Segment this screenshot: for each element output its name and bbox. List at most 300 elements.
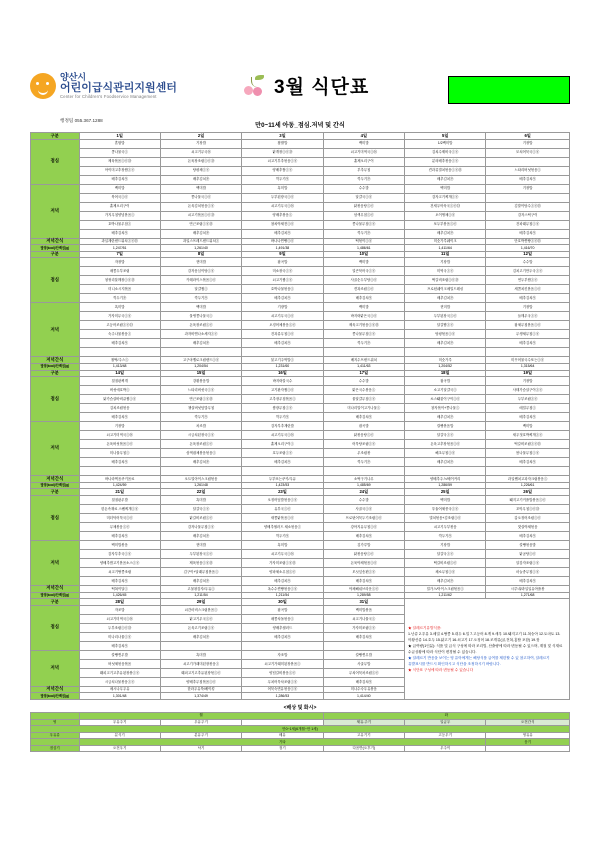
menu-cell: 기장밥 <box>160 139 241 148</box>
menu-cell: 배추김치⑨ <box>486 413 570 422</box>
col-header-gubun: 구분 <box>31 370 80 377</box>
menu-cell: 감자고기찌개⑤⑥ <box>405 193 486 202</box>
note-line-0: ★ 알레르기유발식품: <box>408 626 442 631</box>
menu-cell: 현미밥 <box>160 540 241 549</box>
snack-cell: 밀가스/아이스크림볶음⑤ <box>405 585 486 592</box>
menu-cell: 백미밥 <box>323 258 404 267</box>
menu-cell: 고추장무침볶음⑤ <box>242 395 323 404</box>
menu-cell: 맑은국수볶음⑤ <box>323 386 404 395</box>
menu-cell: 모싯잎송편⑤⑥ <box>323 567 404 576</box>
logo-line2: 어린이급식관리지원센터 <box>60 82 177 94</box>
menu-cell <box>79 467 160 476</box>
menu-cell: 미소장국⑤⑥ <box>242 267 323 276</box>
menu-cell: 깍두기⑨ <box>242 413 323 422</box>
row-label-snack: 저녁간식 <box>31 686 80 693</box>
green-highlight-box <box>448 76 570 104</box>
menu-cell: 현미밥 <box>160 258 241 267</box>
menu-cell: 북어국⑤⑥ <box>79 193 160 202</box>
energy-cell: 1,424/59 <box>79 482 160 489</box>
menu-cell <box>323 641 404 650</box>
day-cell: 12일 <box>486 251 570 258</box>
snack-cell: 떡볶이⑤⑥ <box>323 238 404 245</box>
menu-cell: 기장밥 <box>405 540 486 549</box>
menu-cell: 포두부볶음⑤⑥ <box>405 220 486 229</box>
menu-cell: 부추무침 <box>323 166 404 175</box>
menu-cell: 배추김치⑨ <box>486 175 570 184</box>
menu-cell: 꼬막무침⑤⑥⑬ <box>486 504 570 513</box>
day-cell: 22일 <box>160 489 241 496</box>
menu-cell: 깍두기⑨ <box>160 294 241 303</box>
menu-cell: 숙주나물볶음⑤ <box>79 330 160 339</box>
menu-cell: 배추김치⑨ <box>323 294 404 303</box>
menu-cell: 자장밥 <box>79 258 160 267</box>
menu-cell: 미더덕어묵국⑤⑥ <box>79 513 160 522</box>
bt-subhead-right: 음기 <box>486 739 570 746</box>
menu-cell: 프로틴어묵두기조림⑤⑥ <box>323 513 404 522</box>
menu-cell: 현미밥 <box>405 303 486 312</box>
energy-cell: 1,211/62 <box>405 592 486 599</box>
menu-cell: 고등어조림⑤⑥⑬ <box>79 321 160 330</box>
menu-cell: 달걀찜⑤ <box>160 285 241 294</box>
day-cell: 31일 <box>323 599 404 606</box>
menu-cell: 삼색잡채볶음볶음⑤ <box>160 449 241 458</box>
menu-cell: 혼합밥 <box>79 139 160 148</box>
menu-cell: 과자비엔나소세지⑤⑥ <box>160 330 241 339</box>
menu-cell: 배추김치⑨ <box>323 677 404 686</box>
day-cell: 24일 <box>323 489 404 496</box>
note-line-2: ★ 급여량(1인분): 식품 및 급식 구성에 따라 조리법, 산출량에 따라 변동될 수 있으며, 계절 및 식재료 수급상황에 따라 식단이 변경될 수 있습니다. <box>408 644 563 655</box>
bt-row-label-milk: 우유류 <box>31 732 80 739</box>
menu-cell: 연근조림⑤⑥⑬ <box>160 220 241 229</box>
bt-cell: 분식기 <box>79 732 160 739</box>
menu-cell: 떡갈비조림⑤⑥ <box>405 558 486 567</box>
menu-cell: 쇠간마비스크림볶음⑤ <box>160 605 241 614</box>
menu-cell: 1/2백미밥 <box>405 139 486 148</box>
menu-cell <box>486 467 570 476</box>
menu-cell: 닭가슴살바비큐찜⑤⑥ <box>79 395 160 404</box>
menu-cell: 기장밥 <box>486 377 570 386</box>
menu-cell: 배추김치⑨ <box>405 458 486 467</box>
energy-cell: 1,426/45 <box>79 592 160 599</box>
day-cell: 21일 <box>79 489 160 496</box>
menu-cell: 흑미밥 <box>160 650 241 659</box>
day-cell: 23일 <box>242 489 323 496</box>
menu-cell: 백미밥 <box>79 184 160 193</box>
energy-cell: 1,411/64 <box>405 245 486 252</box>
menu-cell: 김치조림볶음 <box>79 404 160 413</box>
bt-cell: 영유유 <box>486 732 570 739</box>
menu-cell: 깍두기⑨ <box>405 531 486 540</box>
menu-cell: 양배추쌈⑤⑥ <box>242 166 323 175</box>
snack-cell: 과일쨈치고과자크림볶음⑤ <box>486 476 570 483</box>
menu-cell: 연근조림⑤⑥⑬ <box>160 395 241 404</box>
document-header <box>30 72 570 118</box>
energy-cell: 1,485/69 <box>323 482 404 489</box>
menu-cell: 양배추샐러드 채소볶음⑤ <box>242 522 323 531</box>
day-cell: 1일 <box>79 133 160 140</box>
menu-cell: 달걀국⑤⑥ <box>405 431 486 440</box>
menu-cell: 배추김치⑨ <box>242 576 323 585</box>
menu-cell: 쇠고기미역국⑤⑯ <box>79 614 160 623</box>
menu-cell: 모치어묵국⑤⑥ <box>486 148 570 157</box>
menu-cell: 기장밥 <box>405 258 486 267</box>
menu-cell: 기장밥 <box>242 303 323 312</box>
day-cell: 18일 <box>405 370 486 377</box>
bt-head-left: 월 <box>79 712 323 719</box>
menu-cell: 가자미조림⑤⑥ <box>323 623 404 632</box>
menu-cell: 흑미밥 <box>160 495 241 504</box>
menu-cell: 물냉콩나물국⑤ <box>160 312 241 321</box>
menu-cell: 백미밥 <box>323 139 404 148</box>
energy-cell: 1,211/54 <box>160 592 241 599</box>
menu-cell: 흑미밥 <box>79 303 160 312</box>
menu-cell: 배추김치⑨ <box>160 531 241 540</box>
row-label-energy: 열량(kcal)/단백질(g) <box>31 693 80 700</box>
menu-cell: 물달걀무침⑤⑥ <box>323 395 404 404</box>
menu-cell: 멸치볶음+김조림⑤⑥ <box>405 513 486 522</box>
menu-cell: 배추김치⑨ <box>486 576 570 585</box>
menu-cell <box>160 467 241 476</box>
row-label-lunch: 점심 <box>31 139 80 184</box>
menu-cell: 어묵탕조림⑤⑥ <box>323 440 404 449</box>
snack-cell: 바나나찐빵⑤⑥ <box>242 238 323 245</box>
snack-cell: 어묵숙면유볶음⑤⑥ <box>242 686 323 693</box>
day-cell: 16일 <box>242 370 323 377</box>
menu-cell: 배추김치⑨ <box>79 413 160 422</box>
snack-cell: 불고기주먹밥⑤ <box>242 357 323 364</box>
menu-cell: 김치수제비국⑤⑥ <box>405 148 486 157</box>
menu-cell: 칠절판찌개 <box>79 377 160 386</box>
menu-cell: 호두조림⑤⑥ <box>242 449 323 458</box>
menu-cell: 프로틴쉐이크메밀드레싱 <box>405 285 486 294</box>
menu-cell: 훈제오리구이 <box>323 157 404 166</box>
smiley-face-icon <box>30 73 56 99</box>
menu-cell: 두부된장국⑤⑥ <box>242 193 323 202</box>
logo-line1: 양산시 <box>60 72 87 82</box>
menu-cell: 쇠고기무국⑤⑯ <box>242 431 323 440</box>
bt-head-right: 화 <box>323 712 569 719</box>
menu-cell: 배추김치⑨ <box>242 339 323 348</box>
menu-cell <box>160 348 241 357</box>
bt-cell: 오전간식 <box>486 719 570 726</box>
menu-cell: 쇠고기무국⑤⑯ <box>242 202 323 211</box>
menu-cell: 배추김치⑨ <box>160 576 241 585</box>
note-line-4: ★ 식단표 구성에 따라 변동될 수 있습니다 <box>408 668 474 673</box>
menu-cell: 잡곡밥 <box>405 377 486 386</box>
week-header-row <box>31 599 570 606</box>
menu-cell: 배추김치⑨ <box>486 339 570 348</box>
menu-cell: 배추김치⑨ <box>79 339 160 348</box>
menu-cell: 칼빵볶음밥 <box>486 540 570 549</box>
bt-cell: 채유.주기 <box>323 719 404 726</box>
menu-cell: 느타리버섯국⑤⑥ <box>160 386 241 395</box>
menu-cell: 뚜둘어채종국⑤⑥ <box>405 504 486 513</box>
menu-cell: 왜피고기고추유된장볶⑤⑥ <box>160 668 241 677</box>
menu-cell: 건파래무침⑤⑥ <box>486 220 570 229</box>
menu-cell: 양파채소무침⑤⑥ <box>242 567 323 576</box>
menu-cell: 잡곡밥 <box>242 605 323 614</box>
menu-cell: 돈육장조림⑤⑥ <box>160 440 241 449</box>
menu-cell: 쇠고기무국⑤⑯ <box>242 549 323 558</box>
snack-cell: 시루네/과일일유아플볶 <box>486 585 570 592</box>
menu-cell: 봄나물무침⑤⑥ <box>486 449 570 458</box>
bt-cell <box>242 719 323 726</box>
menu-cell: 배추김치⑨ <box>160 339 241 348</box>
snack-cell: 미숫가루쉐이크 <box>405 238 486 245</box>
bottom-table <box>30 712 570 753</box>
snack-cell: 한라우유쑥/베이킹 <box>160 686 241 693</box>
day-cell: 25일 <box>405 489 486 496</box>
menu-cell: 닭볶음탕⑤⑥ <box>323 549 404 558</box>
week-header-row <box>31 133 570 140</box>
menu-cell: 배추김치⑨ <box>160 632 241 641</box>
menu-cell <box>323 348 404 357</box>
menu-cell: 깍두기⑨ <box>323 339 404 348</box>
menu-cell <box>486 348 570 357</box>
menu-cell: 깍두기⑨ <box>242 175 323 184</box>
menu-cell: 참치야채전⑤⑥ <box>242 220 323 229</box>
energy-cell: 1,261/48 <box>160 482 241 489</box>
menu-cell: 챙살버섯덮밥무침 <box>160 404 241 413</box>
menu-cell: 채소무침⑤⑥ <box>405 567 486 576</box>
menu-cell: 수수밥 <box>323 495 404 504</box>
menu-cell: 느타리버섯볶음⑤ <box>486 166 570 175</box>
day-cell: 4일 <box>323 133 404 140</box>
menu-cell: 매콤차돌볶음⑤ <box>242 614 323 623</box>
menu-cell <box>405 467 486 476</box>
bt-cell: 우유주기 <box>160 719 241 726</box>
menu-cell: 무조림볶 <box>323 449 404 458</box>
menu-cell: 아이미고추장찜⑤⑥ <box>79 166 160 175</box>
logo-line3: Center for Children's Foodservice Management <box>60 94 157 99</box>
menu-cell: 배추김치⑨ <box>405 294 486 303</box>
menu-sheet <box>30 72 570 752</box>
menu-cell: 쇠고기가래미된장볶음⑤ <box>242 659 323 668</box>
row-label-energy: 열량(kcal)/단백질(g) <box>31 363 80 370</box>
menu-cell: 달걀찜⑤⑥ <box>405 321 486 330</box>
menu-cell <box>242 467 323 476</box>
day-cell: 17일 <box>323 370 404 377</box>
menu-cell: 가자미조림⑤⑥⑬ <box>242 558 323 567</box>
allergy-note-block <box>405 599 570 700</box>
menu-cell: 닭갈비조림⑤⑥ <box>160 513 241 522</box>
note-line-1: 1.난류 2.우유 3.메밀 4.땅콩 5.대두 6.밀 7.고등어 8.게 9.새우 10.돼지고기 11.복숭아 12.토마토 13.아황산류 14.호두 15.닭고기 16.쇠고기 17.오징어 18.조개류(굴,전복,홍합 포함) 19.잣 <box>408 632 561 643</box>
menu-cell: 수수밥 <box>323 377 404 386</box>
energy-cell: 1,286/53 <box>242 693 323 700</box>
center-logo <box>30 72 210 100</box>
day-cell: 30일 <box>242 599 323 606</box>
day-cell: 29일 <box>160 599 241 606</box>
menu-cell: 닭볶음탕⑤⑥ <box>323 431 404 440</box>
menu-cell: 강황볶음밥 <box>160 377 241 386</box>
menu-cell: 감자옹심이탕⑤⑥ <box>160 267 241 276</box>
menu-cell: 깍두기⑨ <box>79 294 160 303</box>
menu-cell: 사골무밥 <box>323 659 404 668</box>
menu-cell: 칼빵볶음밥 <box>405 422 486 431</box>
energy-cell: 1,423/53 <box>242 482 323 489</box>
col-header-gubun: 구분 <box>31 599 80 606</box>
menu-cell: 배추김치⑨ <box>405 339 486 348</box>
day-cell: 28일 <box>79 599 160 606</box>
menu-cell: 백미밥 <box>160 184 241 193</box>
energy-cell: 1,247/51 <box>79 245 160 252</box>
bt-cell: 고등우기 <box>405 732 486 739</box>
menu-cell: 쇠고기볶음⑤⑥⑬ <box>160 211 241 220</box>
day-cell: 15일 <box>160 370 241 377</box>
menu-cell: 건과류무침⑤⑥ <box>242 330 323 339</box>
menu-cell: 고기완자찜⑤⑥ <box>242 386 323 395</box>
menu-cell <box>405 348 486 357</box>
day-cell: 5일 <box>405 133 486 140</box>
snack-cell: 두부또는쿠키/우유 <box>242 476 323 483</box>
menu-cell: 흑미밥 <box>242 184 323 193</box>
row-label-dinner: 저녁 <box>31 303 80 357</box>
snack-cell: 양배추주스/베이커리 <box>405 476 486 483</box>
menu-cell: 배추김치⑨ <box>242 229 323 238</box>
menu-cell: 호박나물무침⑤ <box>79 220 160 229</box>
menu-cell: 쇠고기미역국⑤⑯ <box>79 431 160 440</box>
menu-cell: 배추김치⑨ <box>405 413 486 422</box>
menu-cell: 감자나물무침⑤⑥ <box>160 522 241 531</box>
menu-cell: 가자미무국⑤⑥ <box>79 312 160 321</box>
row-label-energy: 열량(kcal)/단백질(g) <box>31 482 80 489</box>
row-label-snack: 저녁간식 <box>31 585 80 592</box>
menu-cell: 양배추무침볶음⑤⑥ <box>160 677 241 686</box>
day-cell: 6일 <box>486 133 570 140</box>
row-label-snack: 저녁간식 <box>31 476 80 483</box>
menu-cell: 돈육버섯볶음⑤⑥ <box>79 440 160 449</box>
day-cell: 2일 <box>160 133 241 140</box>
menu-cell: 깍두기⑨ <box>160 413 241 422</box>
menu-cell: 콩나물국⑤⑥ <box>160 193 241 202</box>
menu-cell: 새우젓호박찌개⑤⑥ <box>486 431 570 440</box>
menu-cell: 배추김치⑨ <box>160 458 241 467</box>
bt-cell: 오전우기 <box>79 745 160 752</box>
menu-cell <box>242 641 323 650</box>
energy-cell: 1,204/52 <box>405 363 486 370</box>
bt-row-label-lunch: 점심기 <box>31 745 80 752</box>
energy-cell: 1,261/40 <box>160 245 241 252</box>
row-label-lunch: 점심 <box>31 258 80 303</box>
menu-cell: 감자부추국⑤⑥ <box>79 549 160 558</box>
menu-cell: 기장밥 <box>79 422 160 431</box>
bottom-table-title: <배상 및 화시> <box>283 704 317 711</box>
snack-cell: 고물왕감자/우유⑤ <box>160 585 241 592</box>
menu-cell: 양배추샐러드 <box>242 623 323 632</box>
menu-cell: 쌈장무침⑤⑥ <box>242 404 323 413</box>
menu-cell: 얼큰북어국⑤⑥ <box>323 267 404 276</box>
menu-table <box>30 132 570 700</box>
snack-cell: 미나수숙우유볶음 <box>323 686 404 693</box>
menu-cell: 오이생채⑤⑥ <box>405 211 486 220</box>
menu-cell: 배추김치⑨ <box>242 632 323 641</box>
menu-cell: 배추김치⑨ <box>242 458 323 467</box>
menu-cell: 자조밥 <box>79 605 160 614</box>
menu-cell: 강아지유무침⑤⑥ <box>323 522 404 531</box>
menu-cell: 닭곰탕⑤⑥ <box>486 549 570 558</box>
menu-cell: 배추김치⑨ <box>405 576 486 585</box>
menu-cell: 유부국⑤⑥ <box>242 504 323 513</box>
menu-cell: 가지무침양념볶음⑤ <box>79 211 160 220</box>
energy-row <box>31 245 570 252</box>
menu-cell: 김구이+달래무침볶음⑤ <box>160 567 241 576</box>
menu-cell: 매콤두부조림 <box>79 267 160 276</box>
day-cell: 10일 <box>323 251 404 258</box>
menu-cell: 건새우아욱국⑤⑥⑬ <box>405 202 486 211</box>
menu-cell: 해초무침⑤⑥ <box>405 449 486 458</box>
menu-cell: 바지락맑은국⑤⑥ <box>323 312 404 321</box>
menu-cell: 배추김치⑨ <box>486 294 570 303</box>
menu-cell: 달걀국⑤⑥ <box>405 549 486 558</box>
menu-cell <box>486 193 570 202</box>
col-header-gubun: 구분 <box>31 133 80 140</box>
menu-cell: 닭볶음탕⑤⑥ <box>323 202 404 211</box>
menu-cell <box>323 467 404 476</box>
menu-cell: 돈육장조림⑤⑥ <box>160 321 241 330</box>
menu-cell: 양념갈비볶음⑤⑥ <box>242 668 323 677</box>
week-header-row <box>31 251 570 258</box>
energy-cell: 1,414/40 <box>323 693 404 700</box>
menu-cell: 배추김치⑨ <box>405 175 486 184</box>
menu-cell: 깍두기⑨ <box>323 229 404 238</box>
menu-cell: 백미밥 <box>405 495 486 504</box>
bt-corner <box>31 712 80 719</box>
menu-cell: 떡갈비조림⑤⑥⑬ <box>405 276 486 285</box>
menu-cell: 돈육고추장볶음⑤⑥ <box>405 440 486 449</box>
energy-cell: 1,226/61 <box>486 482 570 489</box>
cherry-blossom-icon <box>242 75 268 97</box>
menu-cell: 견과류멸치볶음⑤⑥⑬ <box>405 166 486 175</box>
col-header-gubun: 구분 <box>31 251 80 258</box>
menu-cell: 백미밥 <box>323 303 404 312</box>
menu-cell: 기장밥 <box>486 184 570 193</box>
bt-cell: 낙기 <box>160 745 241 752</box>
menu-cell: 배추김치⑨ <box>486 531 570 540</box>
menu-cell: 무치어묵차조림⑤⑥ <box>323 668 404 677</box>
row-label-energy: 열량(kcal)/단백질(g) <box>31 245 80 252</box>
menu-cell: 배추김치⑨ <box>160 175 241 184</box>
snack-cell: 미꾸어물국수또는⑤⑥ <box>486 357 570 364</box>
row-label-energy: 열량(kcal)/단백질(g) <box>31 592 80 599</box>
menu-cell: 제육고기볶음⑤⑥⑬ <box>323 321 404 330</box>
bt-subhead: 기타 <box>79 739 486 746</box>
day-cell: 14일 <box>79 370 160 377</box>
menu-cell: 깍두기⑨ <box>323 458 404 467</box>
menu-cell: 창자볶이+콩나물⑤ <box>405 404 486 413</box>
snack-cell: 과일계란샌드위치⑤⑥⑬ <box>79 238 160 245</box>
menu-cell: 마늘종무침⑤⑥ <box>486 567 570 576</box>
bt-cell: 점기 <box>242 745 323 752</box>
menu-cell: 새콤닭볶음⑤⑥ <box>242 513 323 522</box>
menu-cell: 칠절판무밥 <box>79 495 160 504</box>
menu-cell: 두부조림⑤⑥⑬ <box>79 623 160 632</box>
menu-cell: 돈육장조림⑤⑥⑬ <box>160 157 241 166</box>
menu-cell: 탕평채⑤⑥ <box>160 166 241 175</box>
energy-cell: 1,301/48 <box>79 693 160 700</box>
row-label-dinner: 저녁 <box>31 650 80 686</box>
menu-cell: 김치고기만두국⑤⑥ <box>486 267 570 276</box>
snack-cell: 단호박찐빵⑤⑥⑬ <box>486 238 570 245</box>
menu-cell: 콩나물무침⑤⑥ <box>323 220 404 229</box>
menu-cell: 쇠고기부추볶음⑤⑥ <box>242 157 323 166</box>
row-label-lunch: 점심 <box>31 377 80 422</box>
menu-subtitle: 만0~11세 아동_점심.저녁 및 간식 <box>255 122 345 129</box>
day-cell: 3일 <box>242 133 323 140</box>
contact-line: 행정팀 055.367.1288 <box>60 118 103 123</box>
snack-cell: 찰떡/주스⑤ <box>79 357 160 364</box>
menu-cell: 사골국⑤⑥ <box>323 504 404 513</box>
menu-cell: 맛살야채볶음 <box>486 522 570 531</box>
